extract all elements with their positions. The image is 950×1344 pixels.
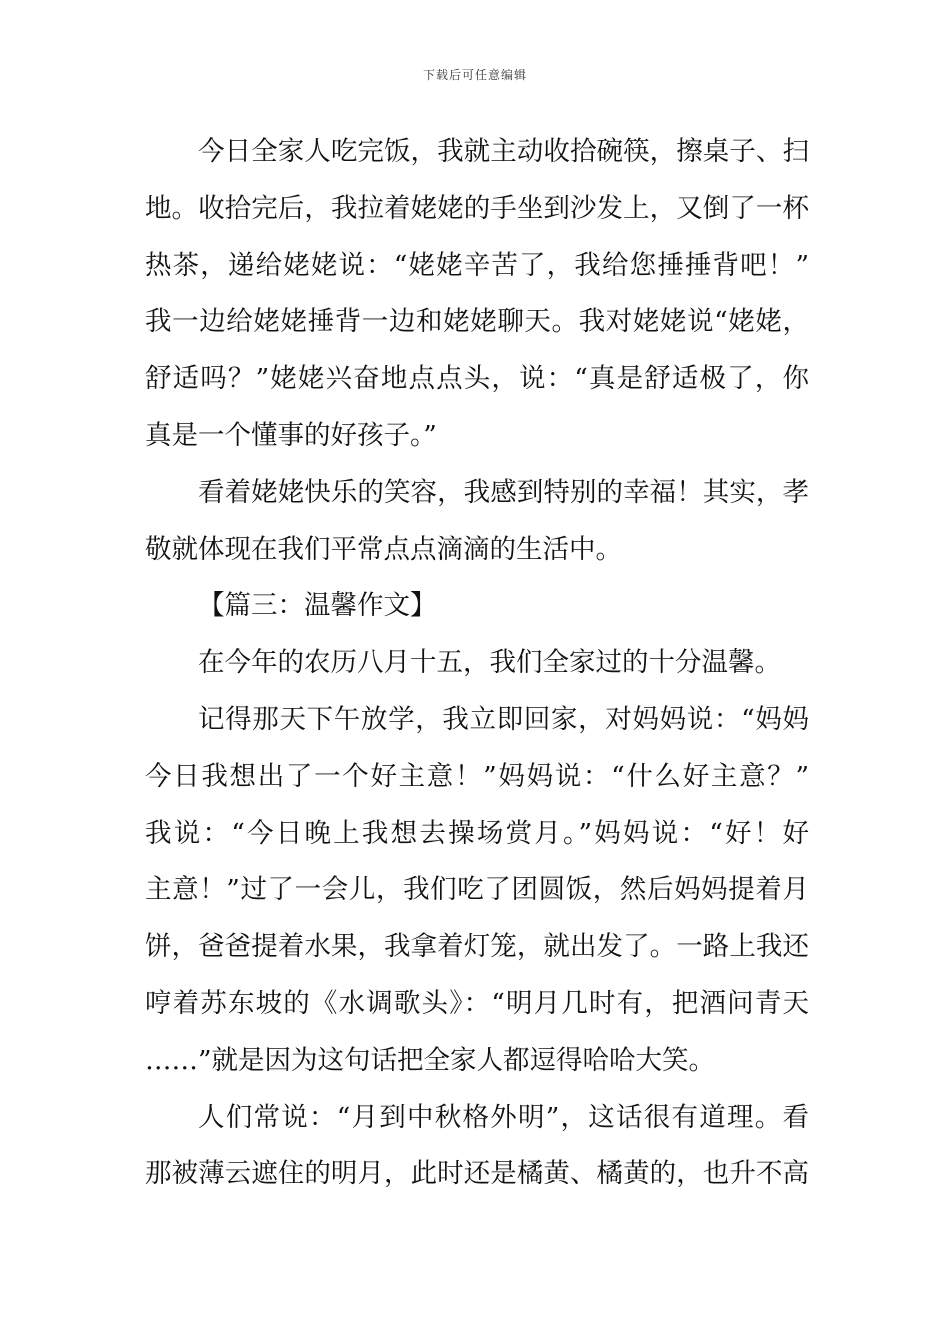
paragraph-4-line-4: 主意！”过了一会儿，我们吃了团圆饭，然后妈妈提着月	[145, 874, 809, 906]
section-heading: 【篇三：温馨作文】	[198, 590, 437, 622]
paragraph-4-line-5: 饼，爸爸提着水果，我拿着灯笼，就出发了。一路上我还	[145, 931, 809, 963]
paragraph-1-line-3: 热茶，递给姥姥说：“姥姥辛苦了，我给您捶捶背吧！”	[145, 249, 809, 281]
paragraph-3-line-1: 在今年的农历八月十五，我们全家过的十分温馨。	[198, 647, 781, 679]
paragraph-1-line-4: 我一边给姥姥捶背一边和姥姥聊天。我对姥姥说“姥姥，	[145, 306, 809, 338]
paragraph-4-line-6: 哼着苏东坡的《水调歌头》：“明月几时有，把酒问青天	[145, 987, 809, 1019]
paragraph-2-line-1: 看着姥姥快乐的笑容，我感到特别的幸福！其实，孝	[198, 476, 809, 508]
paragraph-2-line-2: 敬就体现在我们平常点点滴滴的生活中。	[145, 533, 622, 565]
paragraph-1-line-2: 地。收拾完后，我拉着姥姥的手坐到沙发上，又倒了一杯	[145, 192, 809, 224]
paragraph-5-line-1: 人们常说：“月到中秋格外明”，这话很有道理。看	[198, 1101, 809, 1133]
paragraph-1-line-5: 舒适吗？”姥姥兴奋地点点头，说：“真是舒适极了，你	[145, 363, 809, 395]
paragraph-4-line-2: 今日我想出了一个好主意！”妈妈说：“什么好主意？”	[145, 760, 809, 792]
document-body	[145, 124, 809, 1203]
paragraph-1-line-6: 真是一个懂事的好孩子。”	[145, 419, 437, 451]
paragraph-5-line-2: 那被薄云遮住的明月，此时还是橘黄、橘黄的，也升不高	[145, 1158, 809, 1190]
paragraph-4-line-7: ……”就是因为这句话把全家人都逗得哈哈大笑。	[145, 1044, 716, 1076]
paragraph-1-line-1: 今日全家人吃完饭，我就主动收拾碗筷，擦桌子、扫	[198, 136, 809, 167]
paragraph-4-line-3: 我说：“今日晚上我想去操场赏月。”妈妈说：“好！好	[145, 817, 809, 849]
paragraph-4-line-1: 记得那天下午放学，我立即回家，对妈妈说：“妈妈	[198, 703, 809, 735]
page-header: 下载后可任意编辑	[422, 68, 527, 82]
